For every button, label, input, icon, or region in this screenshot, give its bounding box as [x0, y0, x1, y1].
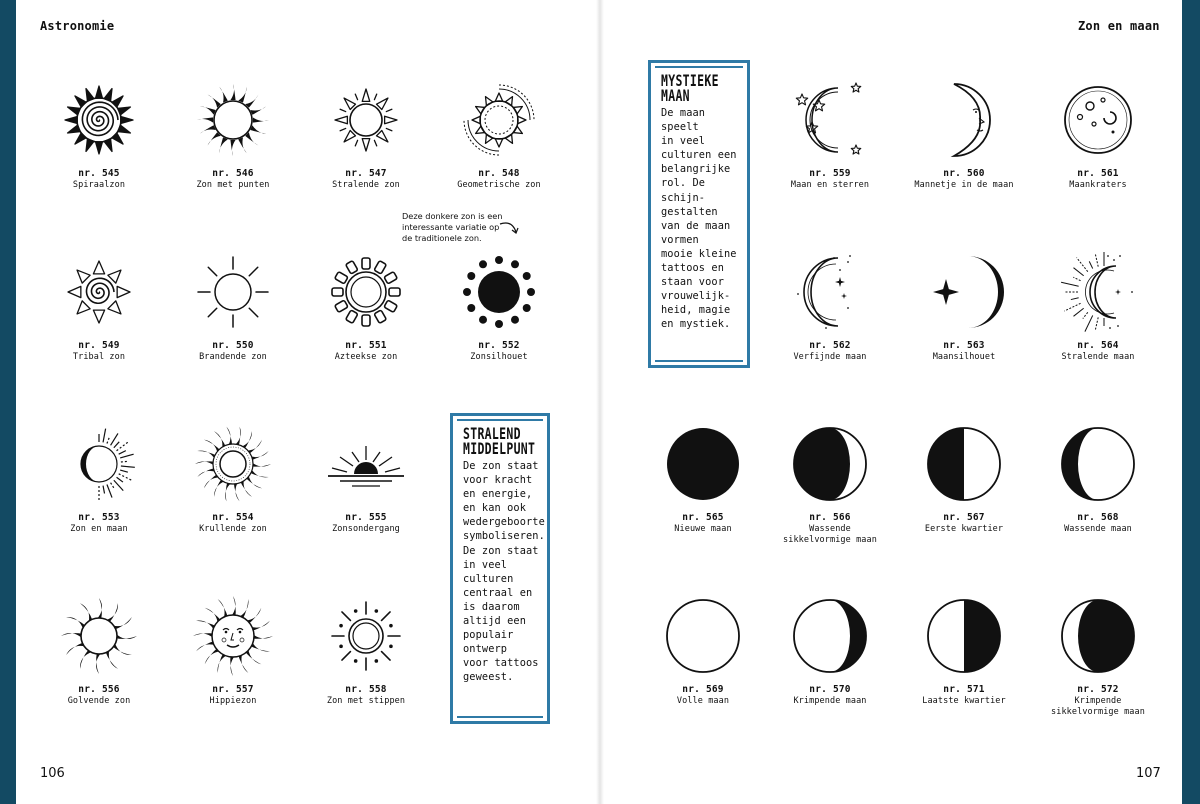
full-moon-icon: [663, 596, 743, 676]
infobox-body: De maan speelt in veel culturen een belangrijke rol. De schijn- gestalten van de maan vormen mooie kleine tattoos en staan voor vrouwelijk- heid, magie en mystiek.: [661, 107, 737, 331]
design-number: nr. 554: [212, 512, 254, 523]
design-name: Tribal zon: [72, 352, 126, 362]
geometric-sun-icon: [459, 80, 539, 160]
design-name: Spiraalzon: [72, 180, 126, 190]
wavy-sun-icon: [59, 596, 139, 676]
spiral-sun-icon: [59, 80, 139, 160]
design-name: Wassende maan: [1064, 524, 1132, 534]
design-item-561: [1031, 80, 1165, 212]
design-number: nr. 557: [212, 684, 254, 695]
design-item-552: [432, 252, 566, 384]
design-item-548: [432, 80, 566, 212]
infobox-mystic-moon: [648, 60, 750, 368]
man-in-the-moon-icon: [924, 80, 1004, 160]
design-number: nr. 555: [345, 512, 387, 523]
design-item-565: [636, 424, 770, 556]
design-item-566: [763, 424, 897, 556]
design-item-567: [897, 424, 1031, 556]
design-item-559: [763, 80, 897, 212]
design-number: nr. 556: [78, 684, 120, 695]
design-item-557: [166, 596, 300, 728]
design-number: nr. 547: [345, 168, 387, 179]
design-item-558: [299, 596, 433, 728]
infobox-title: STRALEND MIDDELPUNT: [463, 424, 536, 459]
left-page-number: 106: [40, 766, 65, 781]
design-number: nr. 559: [809, 168, 851, 179]
design-item-556: [32, 596, 166, 728]
curly-sun-icon: [193, 424, 273, 504]
design-name: Nieuwe maan: [674, 524, 732, 534]
design-number: nr. 570: [809, 684, 851, 695]
design-number: nr. 551: [345, 340, 387, 351]
first-quarter-icon: [924, 424, 1004, 504]
design-name: Krullende zon: [199, 524, 267, 534]
design-item-571: [897, 596, 1031, 728]
design-number: nr. 550: [212, 340, 254, 351]
design-item-545: [32, 80, 166, 212]
design-item-568: [1031, 424, 1165, 556]
design-name: Krimpende sikkelvormige maan: [1051, 696, 1145, 717]
design-item-550: [166, 252, 300, 384]
sun-silhouette-icon: [459, 252, 539, 332]
design-number: nr. 561: [1077, 168, 1119, 179]
design-number: nr. 552: [478, 340, 520, 351]
design-name: Zonsondergang: [332, 524, 400, 534]
design-name: Geometrische zon: [457, 180, 541, 190]
waning-gibbous-icon: [790, 596, 870, 676]
infobox-body: De zon staat voor kracht en energie, en kan ook wedergeboorte symboliseren. De zon staat in veel culturen centraal en is daarom altijd een populair ontwerp voor tattoos geweest.: [463, 460, 545, 684]
design-number: nr. 563: [943, 340, 985, 351]
dotted-sun-icon: [326, 596, 406, 676]
left-running-head: Astronomie: [40, 19, 115, 33]
waxing-crescent-icon: [790, 424, 870, 504]
design-item-572: [1031, 596, 1165, 728]
burning-sun-icon: [193, 252, 273, 332]
moon-craters-icon: [1058, 80, 1138, 160]
design-number: nr. 546: [212, 168, 254, 179]
waxing-gibbous-icon: [1058, 424, 1138, 504]
design-name: Maankraters: [1069, 180, 1127, 190]
design-item-554: [166, 424, 300, 556]
design-name: Maan en sterren: [790, 180, 870, 190]
design-name: Eerste kwartier: [924, 524, 1004, 534]
design-item-569: [636, 596, 770, 728]
design-name: Stralende maan: [1061, 352, 1135, 362]
design-name: Brandende zon: [199, 352, 267, 362]
book-gutter: [596, 0, 604, 804]
design-item-553: [32, 424, 166, 556]
design-number: nr. 569: [682, 684, 724, 695]
design-item-563: [897, 252, 1031, 384]
design-number: nr. 560: [943, 168, 985, 179]
design-number: nr. 566: [809, 512, 851, 523]
design-number: nr. 564: [1077, 340, 1119, 351]
design-item-560: [897, 80, 1031, 212]
design-number: nr. 572: [1077, 684, 1119, 695]
design-name: Krimpende maan: [793, 696, 867, 706]
aztec-sun-icon: [326, 252, 406, 332]
design-name: Mannetje in de maan: [914, 180, 1014, 190]
design-number: nr. 558: [345, 684, 387, 695]
sun-and-moon-icon: [59, 424, 139, 504]
last-quarter-icon: [924, 596, 1004, 676]
design-number: nr. 548: [478, 168, 520, 179]
infobox-radiant-center: [450, 413, 550, 724]
annotation-note: Deze donkere zon is een interessante variatie op de traditionele zon.: [402, 211, 503, 243]
design-number: nr. 571: [943, 684, 985, 695]
design-number: nr. 567: [943, 512, 985, 523]
refined-moon-icon: [790, 252, 870, 332]
infobox-title: MYSTIEKE MAAN: [661, 71, 719, 106]
design-number: nr. 553: [78, 512, 120, 523]
design-name: Golvende zon: [67, 696, 131, 706]
radiant-sun-icon: [326, 80, 406, 160]
moon-silhouette-icon: [924, 252, 1004, 332]
design-name: Hippiezon: [209, 696, 257, 706]
design-name: Laatste kwartier: [922, 696, 1006, 706]
design-name: Azteekse zon: [334, 352, 398, 362]
waning-crescent-icon: [1058, 596, 1138, 676]
radiant-moon-icon: [1058, 252, 1138, 332]
design-item-549: [32, 252, 166, 384]
design-item-546: [166, 80, 300, 212]
hippie-sun-icon: [193, 596, 273, 676]
design-item-555: [299, 424, 433, 556]
design-number: nr. 545: [78, 168, 120, 179]
design-name: Volle maan: [676, 696, 730, 706]
right-page-number: 107: [1136, 766, 1161, 781]
design-number: nr. 568: [1077, 512, 1119, 523]
right-running-head: Zon en maan: [1078, 19, 1160, 33]
moon-and-stars-icon: [790, 80, 870, 160]
design-name: Zon met stippen: [326, 696, 406, 706]
design-name: Zon en maan: [70, 524, 128, 534]
tribal-sun-icon: [59, 252, 139, 332]
design-name: Maansilhouet: [932, 352, 996, 362]
curved-arrow-icon: [498, 220, 522, 240]
pointed-sun-icon: [193, 80, 273, 160]
design-name: Zon met punten: [196, 180, 270, 190]
design-name: Stralende zon: [332, 180, 400, 190]
design-item-551: [299, 252, 433, 384]
sunset-icon: [326, 424, 406, 504]
design-item-570: [763, 596, 897, 728]
design-name: Wassende sikkelvormige maan: [783, 524, 877, 545]
design-name: Verfijnde maan: [793, 352, 867, 362]
design-number: nr. 549: [78, 340, 120, 351]
new-moon-icon: [663, 424, 743, 504]
design-number: nr. 562: [809, 340, 851, 351]
design-item-547: [299, 80, 433, 212]
design-item-562: [763, 252, 897, 384]
design-item-564: [1031, 252, 1165, 384]
design-number: nr. 565: [682, 512, 724, 523]
design-name: Zonsilhouet: [470, 352, 528, 362]
